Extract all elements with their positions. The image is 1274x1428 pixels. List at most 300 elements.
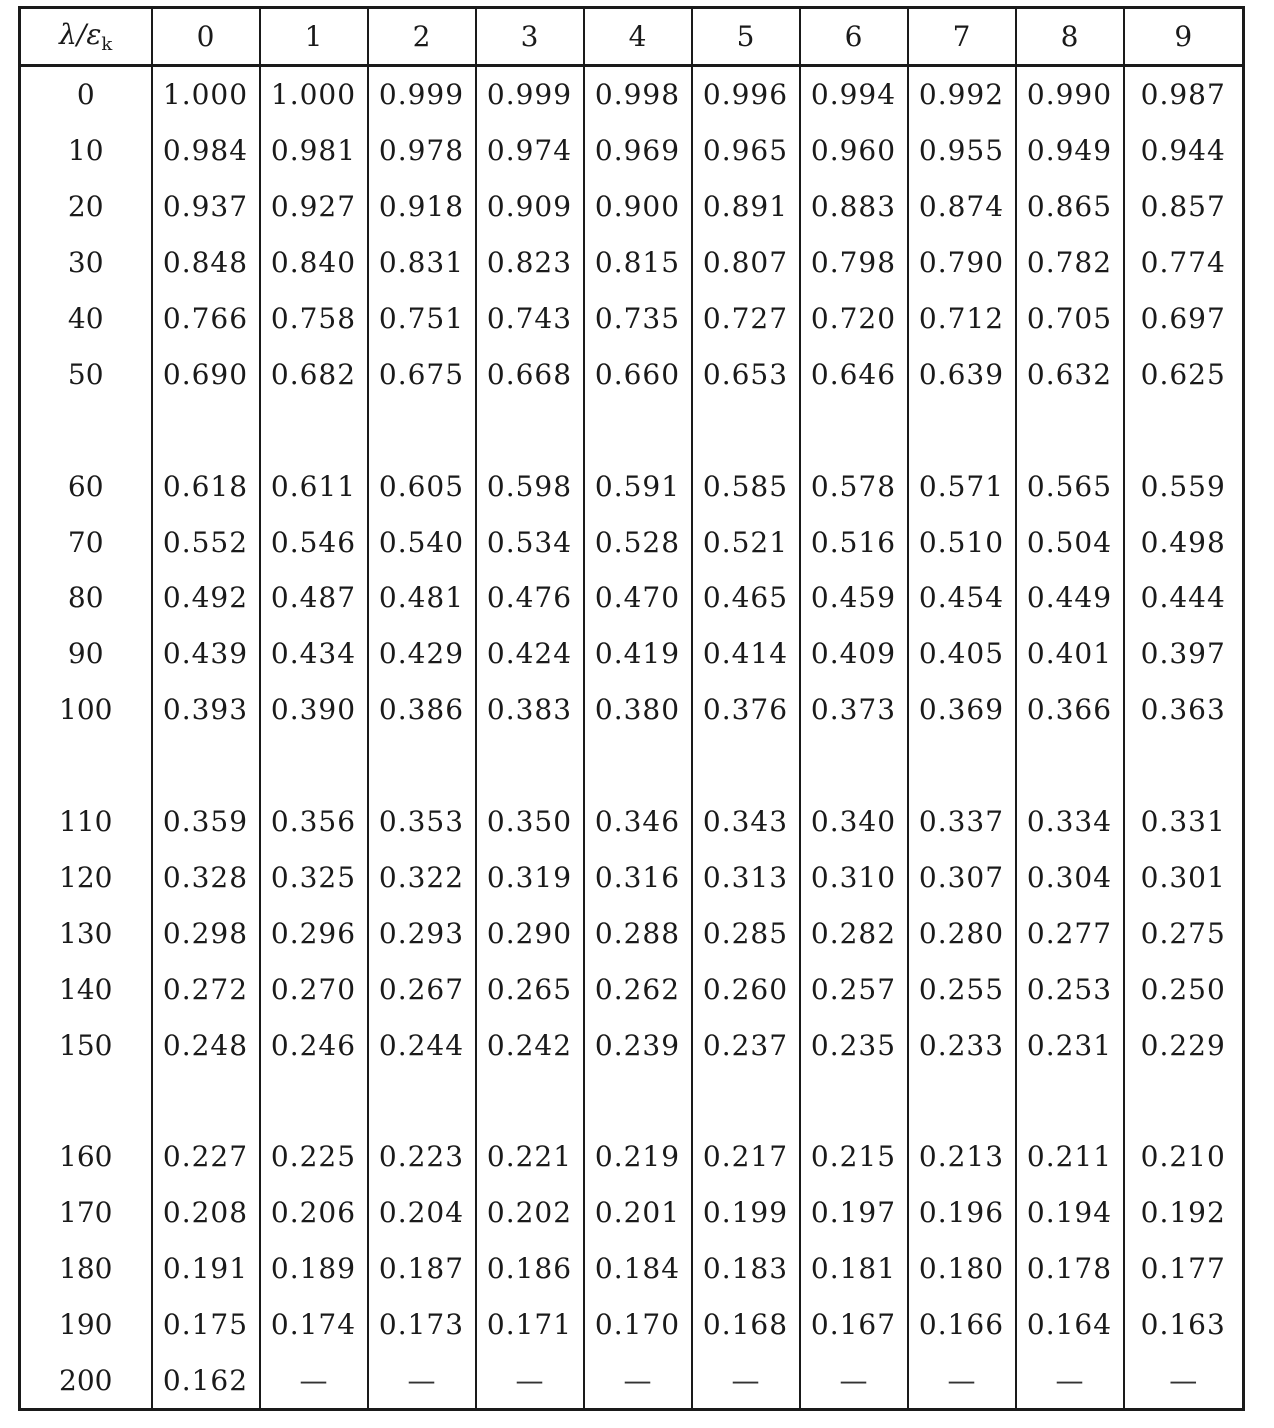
value-cell: 0.498 [1124, 514, 1244, 570]
value-cell: 0.191 [152, 1241, 260, 1297]
value-cell: 0.807 [692, 235, 800, 291]
value-cell: 0.163 [1124, 1297, 1244, 1353]
value-cell: 0.237 [692, 1017, 800, 1073]
value-cell: 0.265 [476, 961, 584, 1017]
table-row [20, 1129, 1244, 1185]
spacer-row [20, 402, 1244, 458]
spacer-cell [584, 1073, 692, 1129]
spacer-cell [1124, 738, 1244, 794]
value-cell: 0.210 [1124, 1129, 1244, 1185]
value-cell: 0.815 [584, 235, 692, 291]
value-cell: 0.994 [800, 66, 908, 123]
table-row [20, 570, 1244, 626]
value-cell: 0.540 [368, 514, 476, 570]
spacer-cell [368, 402, 476, 458]
value-cell: 0.304 [1016, 849, 1124, 905]
value-cell: 0.646 [800, 346, 908, 402]
value-cell: 0.253 [1016, 961, 1124, 1017]
value-cell: 0.481 [368, 570, 476, 626]
spacer-cell [584, 738, 692, 794]
row-label-cell: 80 [20, 570, 152, 626]
value-cell: 0.668 [476, 346, 584, 402]
value-cell: 0.981 [260, 123, 368, 179]
table-row [20, 905, 1244, 961]
value-cell: 0.751 [368, 291, 476, 347]
empty-value-dash: — [908, 1352, 1016, 1409]
value-cell: 0.984 [152, 123, 260, 179]
value-cell: 0.275 [1124, 905, 1244, 961]
value-cell: 0.996 [692, 66, 800, 123]
value-cell: 0.521 [692, 514, 800, 570]
value-cell: 0.282 [800, 905, 908, 961]
value-cell: 0.969 [584, 123, 692, 179]
value-cell: 0.166 [908, 1297, 1016, 1353]
row-label-cell: 130 [20, 905, 152, 961]
value-cell: 0.369 [908, 682, 1016, 738]
value-cell: 0.397 [1124, 626, 1244, 682]
spacer-cell [584, 402, 692, 458]
value-cell: 0.998 [584, 66, 692, 123]
value-cell: 0.774 [1124, 235, 1244, 291]
spacer-cell [260, 402, 368, 458]
value-cell: 0.346 [584, 794, 692, 850]
value-cell: 0.197 [800, 1185, 908, 1241]
value-cell: 0.598 [476, 458, 584, 514]
value-cell: 0.632 [1016, 346, 1124, 402]
table-row [20, 458, 1244, 514]
empty-value-dash: — [368, 1352, 476, 1409]
empty-value-dash: — [800, 1352, 908, 1409]
value-cell: 0.434 [260, 626, 368, 682]
value-cell: 0.798 [800, 235, 908, 291]
spacer-cell [476, 1073, 584, 1129]
value-cell: 0.199 [692, 1185, 800, 1241]
value-cell: 0.386 [368, 682, 476, 738]
value-cell: 0.987 [1124, 66, 1244, 123]
row-label-cell: 150 [20, 1017, 152, 1073]
spacer-cell [692, 402, 800, 458]
value-cell: 0.516 [800, 514, 908, 570]
table-row [20, 235, 1244, 291]
column-header-8: 8 [1016, 8, 1124, 66]
value-cell: 0.242 [476, 1017, 584, 1073]
spacer-cell [20, 402, 152, 458]
value-cell: 0.401 [1016, 626, 1124, 682]
row-label-cell: 140 [20, 961, 152, 1017]
table-row [20, 794, 1244, 850]
empty-value-dash: — [476, 1352, 584, 1409]
value-cell: 0.174 [260, 1297, 368, 1353]
value-cell: 0.307 [908, 849, 1016, 905]
value-cell: 0.999 [476, 66, 584, 123]
value-cell: 0.965 [692, 123, 800, 179]
value-cell: 0.187 [368, 1241, 476, 1297]
value-cell: 0.202 [476, 1185, 584, 1241]
value-cell: 0.310 [800, 849, 908, 905]
value-cell: 0.424 [476, 626, 584, 682]
value-cell: 0.376 [692, 682, 800, 738]
value-cell: 0.591 [584, 458, 692, 514]
value-cell: 0.758 [260, 291, 368, 347]
spacer-cell [692, 1073, 800, 1129]
value-cell: 0.298 [152, 905, 260, 961]
spacer-cell [20, 1073, 152, 1129]
empty-value-dash: — [1016, 1352, 1124, 1409]
value-cell: 0.476 [476, 570, 584, 626]
spacer-cell [260, 1073, 368, 1129]
value-cell: 0.504 [1016, 514, 1124, 570]
value-cell: 0.217 [692, 1129, 800, 1185]
row-label-cell: 0 [20, 66, 152, 123]
value-cell: 0.246 [260, 1017, 368, 1073]
value-cell: 0.409 [800, 626, 908, 682]
value-cell: 0.288 [584, 905, 692, 961]
spacer-cell [908, 402, 1016, 458]
value-cell: 0.927 [260, 179, 368, 235]
value-cell: 0.414 [692, 626, 800, 682]
spacer-cell [152, 402, 260, 458]
value-cell: 0.454 [908, 570, 1016, 626]
spacer-cell [692, 738, 800, 794]
value-cell: 0.180 [908, 1241, 1016, 1297]
value-cell: 0.184 [584, 1241, 692, 1297]
value-cell: 0.181 [800, 1241, 908, 1297]
value-cell: 0.900 [584, 179, 692, 235]
row-label-cell: 90 [20, 626, 152, 682]
row-label-cell: 60 [20, 458, 152, 514]
value-cell: 0.290 [476, 905, 584, 961]
spacer-cell [152, 1073, 260, 1129]
spacer-cell [368, 738, 476, 794]
value-cell: 0.171 [476, 1297, 584, 1353]
value-cell: 0.978 [368, 123, 476, 179]
value-cell: 0.189 [260, 1241, 368, 1297]
value-cell: 0.459 [800, 570, 908, 626]
value-cell: 0.690 [152, 346, 260, 402]
value-cell: 0.337 [908, 794, 1016, 850]
value-cell: 0.356 [260, 794, 368, 850]
value-cell: 0.840 [260, 235, 368, 291]
value-cell: 0.743 [476, 291, 584, 347]
column-header-7: 7 [908, 8, 1016, 66]
value-cell: 0.955 [908, 123, 1016, 179]
value-cell: 0.429 [368, 626, 476, 682]
value-cell: 0.883 [800, 179, 908, 235]
value-cell: 0.735 [584, 291, 692, 347]
value-cell: 0.272 [152, 961, 260, 1017]
row-label-cell: 50 [20, 346, 152, 402]
table-row [20, 179, 1244, 235]
value-cell: 0.960 [800, 123, 908, 179]
corner-header-cell [20, 8, 152, 66]
column-header-4: 4 [584, 8, 692, 66]
value-cell: 0.653 [692, 346, 800, 402]
spacer-cell [800, 738, 908, 794]
value-cell: 0.223 [368, 1129, 476, 1185]
value-cell: 0.177 [1124, 1241, 1244, 1297]
value-cell: 0.390 [260, 682, 368, 738]
value-cell: 0.465 [692, 570, 800, 626]
spacer-cell [800, 402, 908, 458]
value-cell: 0.331 [1124, 794, 1244, 850]
value-cell: 0.285 [692, 905, 800, 961]
value-cell: 0.196 [908, 1185, 1016, 1241]
column-header-0: 0 [152, 8, 260, 66]
value-cell: 0.487 [260, 570, 368, 626]
spacer-cell [1124, 402, 1244, 458]
header-row [20, 8, 1244, 66]
value-cell: 0.201 [584, 1185, 692, 1241]
value-cell: 1.000 [260, 66, 368, 123]
value-cell: 0.373 [800, 682, 908, 738]
spacer-cell [800, 1073, 908, 1129]
value-cell: 0.874 [908, 179, 1016, 235]
value-cell: 0.319 [476, 849, 584, 905]
value-cell: 0.322 [368, 849, 476, 905]
value-cell: 0.194 [1016, 1185, 1124, 1241]
value-cell: 0.974 [476, 123, 584, 179]
row-label-cell: 70 [20, 514, 152, 570]
table-row [20, 66, 1244, 123]
value-cell: 0.534 [476, 514, 584, 570]
corner-header-symbol: λ/ε [59, 18, 102, 51]
value-cell: 0.170 [584, 1297, 692, 1353]
row-label-cell: 40 [20, 291, 152, 347]
spacer-cell [476, 738, 584, 794]
value-cell: 0.992 [908, 66, 1016, 123]
value-cell: 0.235 [800, 1017, 908, 1073]
value-cell: 0.937 [152, 179, 260, 235]
value-cell: 0.766 [152, 291, 260, 347]
value-cell: 0.999 [368, 66, 476, 123]
spacer-cell [20, 738, 152, 794]
value-cell: 0.492 [152, 570, 260, 626]
table-row [20, 291, 1244, 347]
table-row [20, 682, 1244, 738]
value-cell: 0.405 [908, 626, 1016, 682]
value-cell: 0.219 [584, 1129, 692, 1185]
row-label-cell: 20 [20, 179, 152, 235]
row-label-cell: 170 [20, 1185, 152, 1241]
empty-value-dash: — [260, 1352, 368, 1409]
value-cell: 0.909 [476, 179, 584, 235]
value-cell: 0.419 [584, 626, 692, 682]
value-cell: 0.605 [368, 458, 476, 514]
table-row [20, 123, 1244, 179]
spacer-cell [1016, 1073, 1124, 1129]
value-cell: 0.296 [260, 905, 368, 961]
value-cell: 0.270 [260, 961, 368, 1017]
coefficient-table-container [18, 6, 1245, 1411]
table-row [20, 514, 1244, 570]
value-cell: 0.257 [800, 961, 908, 1017]
value-cell: 0.949 [1016, 123, 1124, 179]
value-cell: 0.211 [1016, 1129, 1124, 1185]
value-cell: 0.215 [800, 1129, 908, 1185]
value-cell: 0.444 [1124, 570, 1244, 626]
spacer-cell [368, 1073, 476, 1129]
value-cell: 0.366 [1016, 682, 1124, 738]
row-label-cell: 120 [20, 849, 152, 905]
value-cell: 0.208 [152, 1185, 260, 1241]
column-header-9: 9 [1124, 8, 1244, 66]
value-cell: 0.325 [260, 849, 368, 905]
table-row [20, 626, 1244, 682]
value-cell: 0.625 [1124, 346, 1244, 402]
spacer-row [20, 738, 1244, 794]
spacer-cell [908, 1073, 1016, 1129]
value-cell: 0.260 [692, 961, 800, 1017]
value-cell: 0.559 [1124, 458, 1244, 514]
value-cell: 0.178 [1016, 1241, 1124, 1297]
table-row [20, 1241, 1244, 1297]
table-row [20, 346, 1244, 402]
table-body [20, 66, 1244, 1410]
value-cell: 0.470 [584, 570, 692, 626]
value-cell: 0.790 [908, 235, 1016, 291]
value-cell: 0.225 [260, 1129, 368, 1185]
value-cell: 0.262 [584, 961, 692, 1017]
value-cell: 0.168 [692, 1297, 800, 1353]
value-cell: 0.510 [908, 514, 1016, 570]
value-cell: 0.316 [584, 849, 692, 905]
spacer-row [20, 1073, 1244, 1129]
value-cell: 0.340 [800, 794, 908, 850]
value-cell: 0.682 [260, 346, 368, 402]
value-cell: 0.192 [1124, 1185, 1244, 1241]
value-cell: 0.705 [1016, 291, 1124, 347]
table-row [20, 961, 1244, 1017]
value-cell: 0.393 [152, 682, 260, 738]
value-cell: 0.186 [476, 1241, 584, 1297]
value-cell: 0.565 [1016, 458, 1124, 514]
value-cell: 0.227 [152, 1129, 260, 1185]
value-cell: 1.000 [152, 66, 260, 123]
value-cell: 0.857 [1124, 179, 1244, 235]
spacer-cell [908, 738, 1016, 794]
value-cell: 0.891 [692, 179, 800, 235]
value-cell: 0.782 [1016, 235, 1124, 291]
value-cell: 0.727 [692, 291, 800, 347]
value-cell: 0.173 [368, 1297, 476, 1353]
value-cell: 0.618 [152, 458, 260, 514]
value-cell: 0.313 [692, 849, 800, 905]
value-cell: 0.277 [1016, 905, 1124, 961]
value-cell: 0.363 [1124, 682, 1244, 738]
value-cell: 0.280 [908, 905, 1016, 961]
table-row [20, 1017, 1244, 1073]
value-cell: 0.353 [368, 794, 476, 850]
value-cell: 0.183 [692, 1241, 800, 1297]
value-cell: 0.334 [1016, 794, 1124, 850]
row-label-cell: 160 [20, 1129, 152, 1185]
value-cell: 0.697 [1124, 291, 1244, 347]
value-cell: 0.439 [152, 626, 260, 682]
column-header-1: 1 [260, 8, 368, 66]
value-cell: 0.267 [368, 961, 476, 1017]
value-cell: 0.206 [260, 1185, 368, 1241]
spacer-cell [1016, 402, 1124, 458]
row-label-cell: 200 [20, 1352, 152, 1409]
spacer-cell [152, 738, 260, 794]
value-cell: 0.213 [908, 1129, 1016, 1185]
value-cell: 0.865 [1016, 179, 1124, 235]
table-row [20, 849, 1244, 905]
row-label-cell: 10 [20, 123, 152, 179]
value-cell: 0.164 [1016, 1297, 1124, 1353]
value-cell: 0.552 [152, 514, 260, 570]
value-cell: 0.328 [152, 849, 260, 905]
value-cell: 0.248 [152, 1017, 260, 1073]
empty-value-dash: — [584, 1352, 692, 1409]
value-cell: 0.449 [1016, 570, 1124, 626]
value-cell: 0.831 [368, 235, 476, 291]
coefficient-table [18, 6, 1245, 1411]
spacer-cell [476, 402, 584, 458]
empty-value-dash: — [692, 1352, 800, 1409]
value-cell: 0.301 [1124, 849, 1244, 905]
row-label-cell: 110 [20, 794, 152, 850]
spacer-cell [1016, 738, 1124, 794]
value-cell: 0.918 [368, 179, 476, 235]
value-cell: 0.639 [908, 346, 1016, 402]
value-cell: 0.343 [692, 794, 800, 850]
column-header-3: 3 [476, 8, 584, 66]
spacer-cell [260, 738, 368, 794]
value-cell: 0.221 [476, 1129, 584, 1185]
table-row [20, 1297, 1244, 1353]
corner-header-subscript: k [101, 34, 113, 55]
value-cell: 0.675 [368, 346, 476, 402]
column-header-2: 2 [368, 8, 476, 66]
row-label-cell: 100 [20, 682, 152, 738]
value-cell: 0.578 [800, 458, 908, 514]
value-cell: 0.990 [1016, 66, 1124, 123]
value-cell: 0.239 [584, 1017, 692, 1073]
row-label-cell: 30 [20, 235, 152, 291]
spacer-cell [1124, 1073, 1244, 1129]
row-label-cell: 180 [20, 1241, 152, 1297]
table-header [20, 8, 1244, 66]
value-cell: 0.255 [908, 961, 1016, 1017]
value-cell: 0.571 [908, 458, 1016, 514]
value-cell: 0.244 [368, 1017, 476, 1073]
value-cell: 0.229 [1124, 1017, 1244, 1073]
value-cell: 0.380 [584, 682, 692, 738]
value-cell: 0.293 [368, 905, 476, 961]
value-cell: 0.848 [152, 235, 260, 291]
value-cell: 0.231 [1016, 1017, 1124, 1073]
empty-value-dash: — [1124, 1352, 1244, 1409]
value-cell: 0.233 [908, 1017, 1016, 1073]
row-label-cell: 190 [20, 1297, 152, 1353]
value-cell: 0.660 [584, 346, 692, 402]
value-cell: 0.823 [476, 235, 584, 291]
value-cell: 0.167 [800, 1297, 908, 1353]
value-cell: 0.720 [800, 291, 908, 347]
value-cell: 0.546 [260, 514, 368, 570]
value-cell: 0.250 [1124, 961, 1244, 1017]
table-row [20, 1185, 1244, 1241]
value-cell: 0.350 [476, 794, 584, 850]
value-cell: 0.359 [152, 794, 260, 850]
value-cell: 0.585 [692, 458, 800, 514]
value-cell: 0.712 [908, 291, 1016, 347]
table-row [20, 1352, 1244, 1409]
value-cell: 0.528 [584, 514, 692, 570]
value-cell: 0.162 [152, 1352, 260, 1409]
column-header-6: 6 [800, 8, 908, 66]
